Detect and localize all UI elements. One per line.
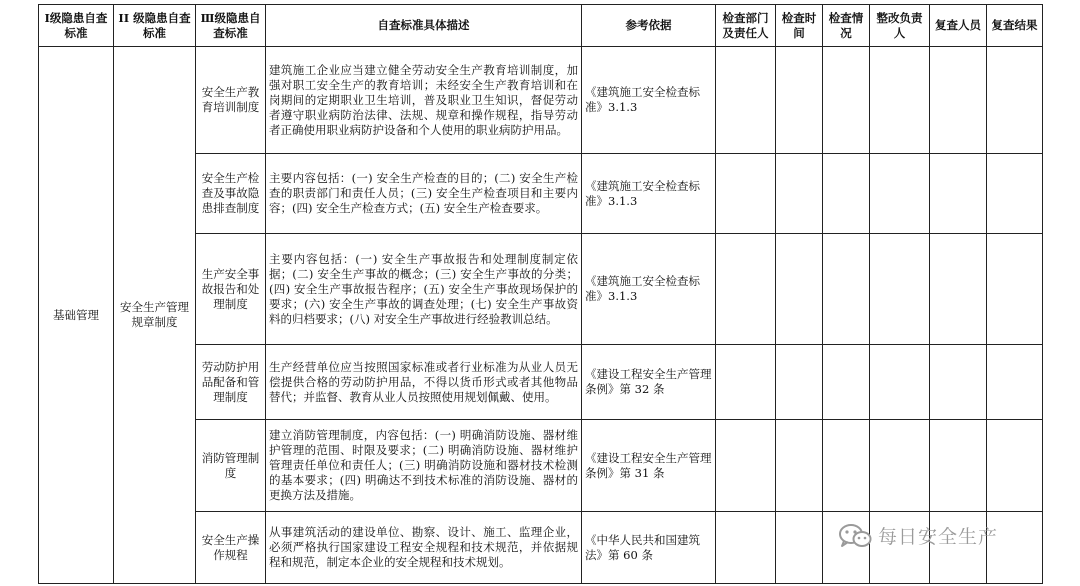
inspection-result-cell[interactable] bbox=[823, 154, 870, 234]
description-cell: 建筑施工企业应当建立健全劳动安全生产教育培训制度，加强对职工安全生产的教育培训；未经安全生产教育培训和在岗期间的定期职业卫生培训，普及职业卫生知识，督促劳动者遵守职业病防治法律、法规、规章和操作规程，指导劳动者正确使用职业病防护设备和个人使用的职业病防护用品。 bbox=[266, 47, 582, 154]
description-cell: 生产经营单位应当按照国家标准或者行业标准为从业人员无偿提供合格的劳动防护用品，不得以货币形式或者其他物品替代；并监督、教育从业人员按照使用规划佩戴、使用。 bbox=[266, 345, 582, 420]
inspection-time-cell[interactable] bbox=[776, 154, 823, 234]
reference-cell: 《建筑施工安全检查标准》3.1.3 bbox=[582, 234, 716, 345]
level3-cell: 生产安全事故报告和处理制度 bbox=[196, 234, 266, 345]
level2-cell: 安全生产管理规章制度 bbox=[114, 47, 196, 584]
description-cell: 主要内容包括：(一) 安全生产检查的目的；(二) 安全生产检查的职责部门和责任人员；(三) 安全生产检查项目和主要内容；(四) 安全生产检查方式；(五) 安全生产检查要求。 bbox=[266, 154, 582, 234]
review-result-cell[interactable] bbox=[987, 154, 1043, 234]
description-cell: 建立消防管理制度，内容包括：(一) 明确消防设施、器材维护管理的范围、时限及要求；(二) 明确消防设施、器材维护管理责任单位和责任人；(三) 明确消防设施和器材技术检测的基本要求；(四) 明确达不到技术标准的消防设施、器材的更换方法及措施。 bbox=[266, 420, 582, 512]
header-description: 自查标准具体描述 bbox=[266, 5, 582, 47]
review-result-cell[interactable] bbox=[987, 345, 1043, 420]
review-staff-cell[interactable] bbox=[930, 47, 987, 154]
header-inspection-dept: 检查部门及责任人 bbox=[716, 5, 776, 47]
level3-cell: 安全生产操作规程 bbox=[196, 512, 266, 584]
header-level3: Ⅲ级隐患自查标准 bbox=[196, 5, 266, 47]
review-result-cell[interactable] bbox=[987, 234, 1043, 345]
wechat-icon bbox=[838, 523, 872, 549]
level1-cell: 基础管理 bbox=[39, 47, 114, 584]
inspection-result-cell[interactable] bbox=[823, 420, 870, 512]
review-staff-cell[interactable] bbox=[930, 420, 987, 512]
header-rectification-owner: 整改负责人 bbox=[870, 5, 930, 47]
hazard-checklist-table bbox=[38, 4, 1043, 584]
level3-cell: 安全生产教育培训制度 bbox=[196, 47, 266, 154]
header-inspection-time: 检查时间 bbox=[776, 5, 823, 47]
header-level2: II 级隐患自查标准 bbox=[114, 5, 196, 47]
rectification-owner-cell[interactable] bbox=[870, 154, 930, 234]
watermark-text: 每日安全生产 bbox=[878, 526, 999, 548]
inspection-dept-cell[interactable] bbox=[716, 234, 776, 345]
inspection-time-cell[interactable] bbox=[776, 420, 823, 512]
header-review-result: 复查结果 bbox=[987, 5, 1043, 47]
level3-cell: 消防管理制度 bbox=[196, 420, 266, 512]
inspection-dept-cell[interactable] bbox=[716, 345, 776, 420]
description-cell: 从事建筑活动的建设单位、勘察、设计、施工、监理企业，必须严格执行国家建设工程安全规程和技术规范，并依据规程和规范，制定本企业的安全规程和技术规划。 bbox=[266, 512, 582, 584]
reference-cell: 《建筑施工安全检查标准》3.1.3 bbox=[582, 47, 716, 154]
inspection-dept-cell[interactable] bbox=[716, 47, 776, 154]
level3-cell: 安全生产检查及事故隐患排查制度 bbox=[196, 154, 266, 234]
rectification-owner-cell[interactable] bbox=[870, 420, 930, 512]
review-result-cell[interactable] bbox=[987, 420, 1043, 512]
header-row bbox=[39, 5, 1043, 47]
reference-cell: 《建设工程安全生产管理条例》第 31 条 bbox=[582, 420, 716, 512]
inspection-time-cell[interactable] bbox=[776, 234, 823, 345]
review-staff-cell[interactable] bbox=[930, 154, 987, 234]
table-row bbox=[39, 47, 1043, 154]
description-cell: 主要内容包括：(一) 安全生产事故报告和处理制度制定依据；(二) 安全生产事故的概念；(三) 安全生产事故的分类；(四) 安全生产事故报告程序；(五) 安全生产事故现场保护的要求；(六) 安全生产事故的调查处理；(七) 安全生产事故资料的归档要求；(八) 对安全生产事故进行经验教训总结。 bbox=[266, 234, 582, 345]
inspection-time-cell[interactable] bbox=[776, 345, 823, 420]
reference-cell: 《中华人民共和国建筑法》第 60 条 bbox=[582, 512, 716, 584]
inspection-result-cell[interactable] bbox=[823, 345, 870, 420]
review-staff-cell[interactable] bbox=[930, 234, 987, 345]
inspection-dept-cell[interactable] bbox=[716, 512, 776, 584]
review-staff-cell[interactable] bbox=[930, 345, 987, 420]
header-review-staff: 复查人员 bbox=[930, 5, 987, 47]
inspection-result-cell[interactable] bbox=[823, 234, 870, 345]
review-result-cell[interactable] bbox=[987, 47, 1043, 154]
level3-cell: 劳动防护用品配备和管理制度 bbox=[196, 345, 266, 420]
reference-cell: 《建设工程安全生产管理条例》第 32 条 bbox=[582, 345, 716, 420]
inspection-time-cell[interactable] bbox=[776, 47, 823, 154]
rectification-owner-cell[interactable] bbox=[870, 47, 930, 154]
rectification-owner-cell[interactable] bbox=[870, 345, 930, 420]
inspection-time-cell[interactable] bbox=[776, 512, 823, 584]
inspection-result-cell[interactable] bbox=[823, 47, 870, 154]
reference-cell: 《建筑施工安全检查标准》3.1.3 bbox=[582, 154, 716, 234]
watermark bbox=[838, 522, 998, 549]
inspection-dept-cell[interactable] bbox=[716, 154, 776, 234]
header-reference: 参考依据 bbox=[582, 5, 716, 47]
rectification-owner-cell[interactable] bbox=[870, 234, 930, 345]
header-level1: Ⅰ级隐患自查标准 bbox=[39, 5, 114, 47]
inspection-dept-cell[interactable] bbox=[716, 420, 776, 512]
header-inspection-result: 检查情况 bbox=[823, 5, 870, 47]
